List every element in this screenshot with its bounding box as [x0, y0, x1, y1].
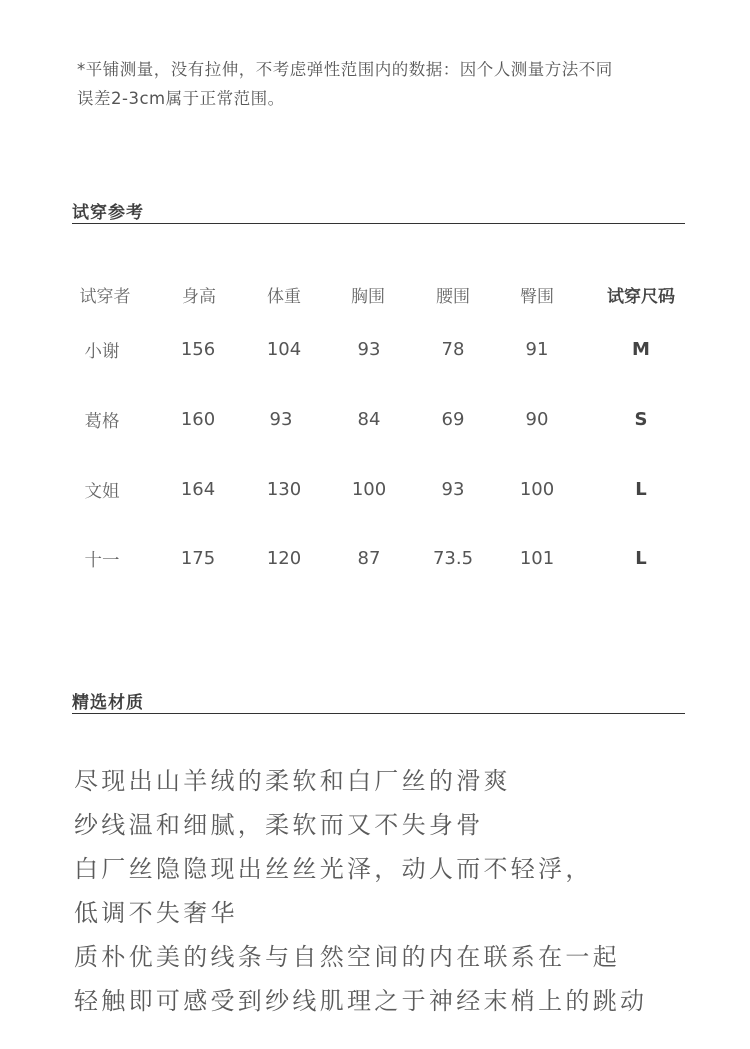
note-line-2: 误差2-3cm属于正常范围。 [77, 88, 285, 108]
table-cell-height: 175 [180, 548, 216, 569]
fitting-section-divider [72, 223, 685, 224]
table-cell-waist: 69 [441, 409, 465, 430]
header-fit-size: 试穿尺码 [607, 287, 675, 307]
material-line: 尽现出山羊绒的柔软和白厂丝的滑爽 [74, 767, 511, 795]
material-line: 质朴优美的线条与自然空间的内在联系在一起 [74, 943, 620, 971]
table-cell-tester: 文姐 [84, 482, 120, 502]
header-waist: 腰围 [436, 287, 470, 307]
table-cell-tester: 十一 [84, 551, 120, 571]
material-line: 白厂丝隐隐现出丝丝光泽，动人而不轻浮， [74, 855, 593, 883]
table-cell-hip: 90 [525, 409, 549, 430]
note-line-1: *平铺测量，没有拉伸，不考虑弹性范围内的数据：因个人测量方法不同 [77, 60, 613, 79]
table-cell-chest: 93 [357, 339, 381, 360]
material-section-title: 精选材质 [72, 693, 144, 713]
header-tester: 试穿者 [79, 287, 131, 307]
table-cell-tester: 小谢 [84, 342, 120, 362]
header-hip: 臀围 [520, 287, 554, 307]
table-cell-chest: 87 [357, 548, 381, 569]
table-cell-hip: 101 [519, 548, 555, 569]
table-cell-waist: 93 [441, 479, 465, 500]
table-cell-size: L [635, 548, 647, 569]
table-cell-weight: 130 [266, 479, 302, 500]
table-cell-size: L [635, 479, 647, 500]
header-weight: 体重 [267, 287, 301, 307]
table-cell-weight: 120 [266, 548, 302, 569]
table-cell-hip: 91 [525, 339, 549, 360]
fitting-section-title: 试穿参考 [72, 203, 144, 223]
material-section-divider [72, 713, 685, 714]
header-height: 身高 [182, 287, 216, 307]
material-line: 低调不失奢华 [74, 899, 238, 927]
table-cell-waist: 73.5 [432, 548, 474, 569]
material-line: 轻触即可感受到纱线肌理之于神经末梢上的跳动 [74, 987, 648, 1015]
material-line: 纱线温和细腻，柔软而又不失身骨 [74, 811, 484, 839]
table-cell-hip: 100 [519, 479, 555, 500]
table-cell-chest: 84 [357, 409, 381, 430]
table-cell-size: S [634, 409, 648, 430]
measurement-note [77, 56, 687, 113]
table-cell-weight: 93 [269, 409, 293, 430]
table-cell-size: M [632, 339, 650, 360]
table-cell-tester: 葛格 [84, 412, 120, 432]
table-cell-height: 164 [180, 479, 216, 500]
table-cell-waist: 78 [441, 339, 465, 360]
header-chest: 胸围 [351, 287, 385, 307]
table-cell-weight: 104 [266, 339, 302, 360]
table-cell-chest: 100 [351, 479, 387, 500]
table-cell-height: 156 [180, 339, 216, 360]
material-description [74, 759, 714, 1023]
table-cell-height: 160 [180, 409, 216, 430]
